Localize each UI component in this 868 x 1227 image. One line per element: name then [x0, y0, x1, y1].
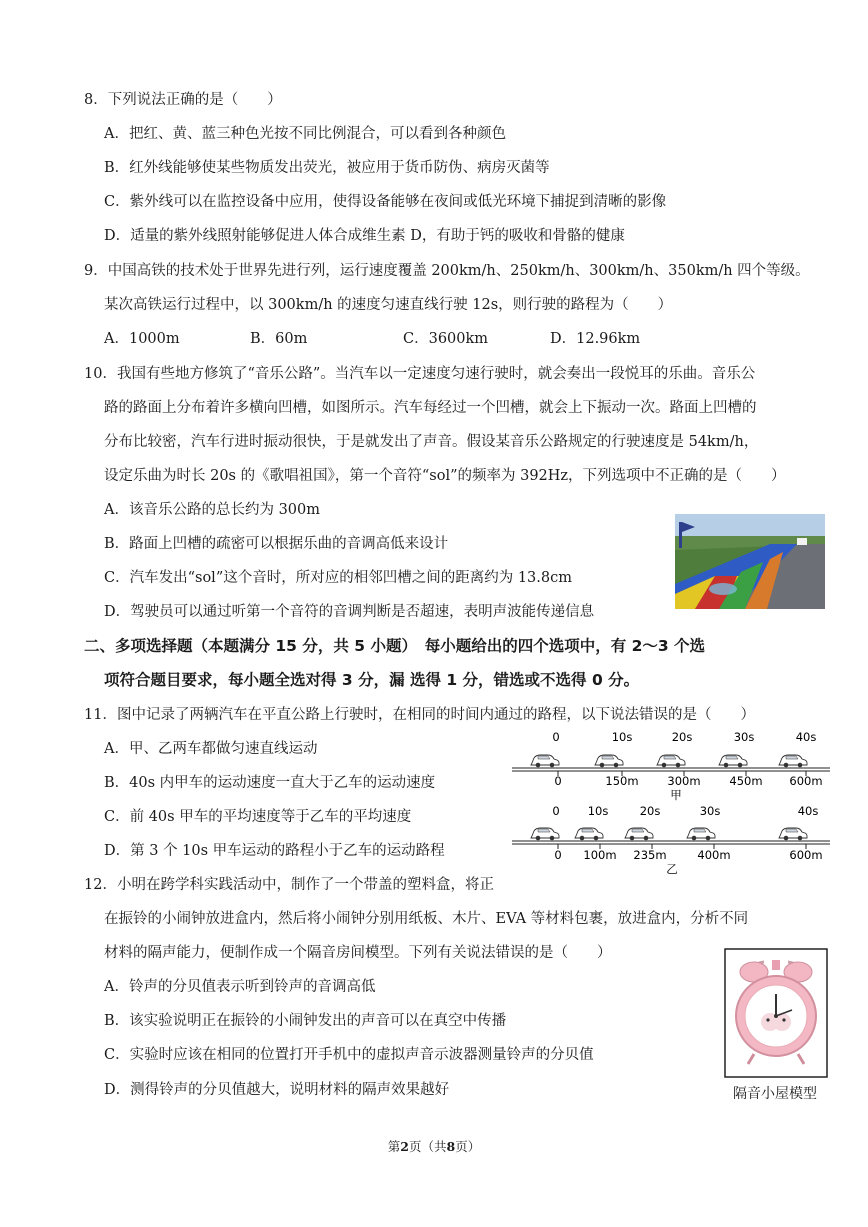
car-jia-20s: [657, 755, 685, 767]
q9-option-c: C．3600km: [403, 331, 489, 347]
q11-option-b: B．40s 内甲车的运动速度一直大于乙车的运动速度: [104, 775, 436, 791]
track-jia: [512, 730, 830, 802]
q8-option-b: B．红外线能够使某些物质发出荧光，被应用于货币防伪、病房灭菌等: [104, 160, 550, 176]
yi-time-40s: 40s: [797, 804, 819, 818]
jia-dist-300m: 300m: [667, 774, 701, 788]
q10-option-c: C．汽车发出“sol”这个音时，所对应的相邻凹槽之间的距离约为 13.8cm: [104, 570, 572, 586]
soundproof-box-model-image: [724, 948, 828, 1078]
car-motion-diagram: [508, 728, 838, 880]
jia-time-10s: 10s: [611, 730, 633, 744]
q9-stem-line1: 9．中国高铁的技术处于世界先进行列，运行速度覆盖 200km/h、250km/h、300km/h、350km/h 四个等级。: [84, 263, 810, 279]
q10-stem-line2: 路的路面上分布着许多横向凹槽，如图所示。汽车每经过一个凹槽，就会上下振动一次。路面上凹槽的: [104, 400, 757, 416]
yi-dist-100m: 100m: [583, 848, 617, 862]
yi-dist-235m: 235m: [633, 848, 667, 862]
q11-option-d: D．第 3 个 10s 甲车运动的路程小于乙车的运动路程: [104, 843, 445, 859]
footer-suffix: 页）: [455, 1139, 481, 1154]
q12-option-a: A．铃声的分贝值表示听到铃声的音调高低: [104, 979, 376, 995]
q9-option-a: A．1000m: [104, 331, 180, 347]
car-jia-0: [531, 755, 559, 767]
car-yi-10s: [575, 828, 603, 840]
q8-stem: 8．下列说法正确的是（ ）: [84, 92, 282, 108]
yi-dist-0: 0: [554, 848, 562, 862]
q10-stem-line4: 设定乐曲为时长 20s 的《歌唱祖国》，第一个音符“sol”的频率为 392Hz，下列选项中不正确的是（ ）: [104, 468, 786, 484]
q10-stem-line3: 分布比较密，汽车行进时振动很快，于是就发出了声音。假设某音乐公路规定的行驶速度是 54km/h，: [104, 434, 759, 450]
q11-option-c: C．前 40s 甲车的平均速度等于乙车的平均速度: [104, 809, 412, 825]
car-yi-30s: [687, 828, 715, 840]
yi-dist-600m: 600m: [789, 848, 823, 862]
car-jia-40s: [779, 755, 807, 767]
car-yi-40s: [779, 828, 807, 840]
car-jia-30s: [719, 755, 747, 767]
track-yi: [512, 804, 830, 876]
q12-stem-line1: 12．小明在跨学科实践活动中，制作了一个带盖的塑料盒，将正: [84, 877, 494, 893]
section2-heading-line2: 项符合题目要求，每小题全选对得 3 分，漏 选得 1 分，错选或不选得 0 分。: [104, 671, 640, 689]
music-road-photo: [675, 514, 825, 609]
footer-middle: 页（共: [408, 1139, 447, 1154]
jia-dist-600m: 600m: [789, 774, 823, 788]
q8-option-c: C．紫外线可以在监控设备中应用，使得设备能够在夜间或低光环境下捕捉到清晰的影像: [104, 194, 667, 210]
jia-time-20s: 20s: [671, 730, 693, 744]
section2-heading-line1: 二、多项选择题（本题满分 15 分，共 5 小题） 每小题给出的四个选项中，有 2～3 个选: [84, 637, 706, 655]
car-jia-10s: [595, 755, 623, 767]
q11-stem: 11．图中记录了两辆汽车在平直公路上行驶时，在相同的时间内通过的路程，以下说法错误的是（ ）: [84, 707, 755, 723]
jia-dist-450m: 450m: [729, 774, 763, 788]
q10-option-a: A．该音乐公路的总长约为 300m: [104, 502, 321, 518]
jia-dist-0: 0: [554, 774, 562, 788]
q12-stem-line2: 在振铃的小闹钟放进盒内，然后将小闹钟分别用纸板、木片、EVA 等材料包裹，放进盒内，分析不同: [104, 911, 749, 927]
jia-time-30s: 30s: [733, 730, 755, 744]
yi-label: 乙: [666, 862, 678, 876]
q9-option-d: D．12.96km: [550, 331, 641, 347]
soundproof-box-caption: 隔音小屋模型: [733, 1086, 817, 1102]
yi-time-10s: 10s: [587, 804, 609, 818]
yi-time-20s: 20s: [639, 804, 661, 818]
yi-time-0: 0: [552, 804, 560, 818]
footer-page-number: 2: [400, 1139, 409, 1154]
q8-option-a: A．把红、黄、蓝三种色光按不同比例混合，可以看到各种颜色: [104, 126, 506, 142]
jia-label: 甲: [670, 788, 682, 802]
q12-option-c: C．实验时应该在相同的位置打开手机中的虚拟声音示波器测量铃声的分贝值: [104, 1047, 594, 1063]
yi-time-30s: 30s: [699, 804, 721, 818]
q12-option-d: D．测得铃声的分贝值越大，说明材料的隔声效果越好: [104, 1082, 450, 1098]
q11-option-a: A．甲、乙两车都做匀速直线运动: [104, 741, 318, 757]
q12-stem-line3: 材料的隔声能力，便制作成一个隔音房间模型。下列有关说法错误的是（ ）: [104, 945, 612, 961]
page-footer: [0, 1137, 868, 1155]
jia-time-40s: 40s: [795, 730, 817, 744]
jia-dist-150m: 150m: [605, 774, 639, 788]
yi-dist-400m: 400m: [697, 848, 731, 862]
q10-option-d: D．驾驶员可以通过听第一个音符的音调判断是否超速，表明声波能传递信息: [104, 604, 595, 620]
car-yi-20s: [625, 828, 653, 840]
footer-total-pages: 8: [446, 1139, 456, 1154]
jia-time-0: 0: [552, 730, 560, 744]
q9-stem-line2: 某次高铁运行过程中，以 300km/h 的速度匀速直线行驶 12s，则行驶的路程为（ ）: [104, 297, 673, 313]
footer-prefix: 第: [387, 1139, 401, 1154]
q9-option-b: B．60m: [250, 331, 308, 347]
q10-option-b: B．路面上凹槽的疏密可以根据乐曲的音调高低来设计: [104, 536, 449, 552]
q10-stem-line1: 10．我国有些地方修筑了“音乐公路”。当汽车以一定速度匀速行驶时，就会奏出一段悦耳的乐曲。音乐公: [84, 366, 756, 382]
car-yi-0: [531, 828, 559, 840]
q8-option-d: D．适量的紫外线照射能够促进人体合成维生素 D，有助于钙的吸收和骨骼的健康: [104, 228, 625, 244]
q12-option-b: B．该实验说明正在振铃的小闹钟发出的声音可以在真空中传播: [104, 1013, 507, 1029]
